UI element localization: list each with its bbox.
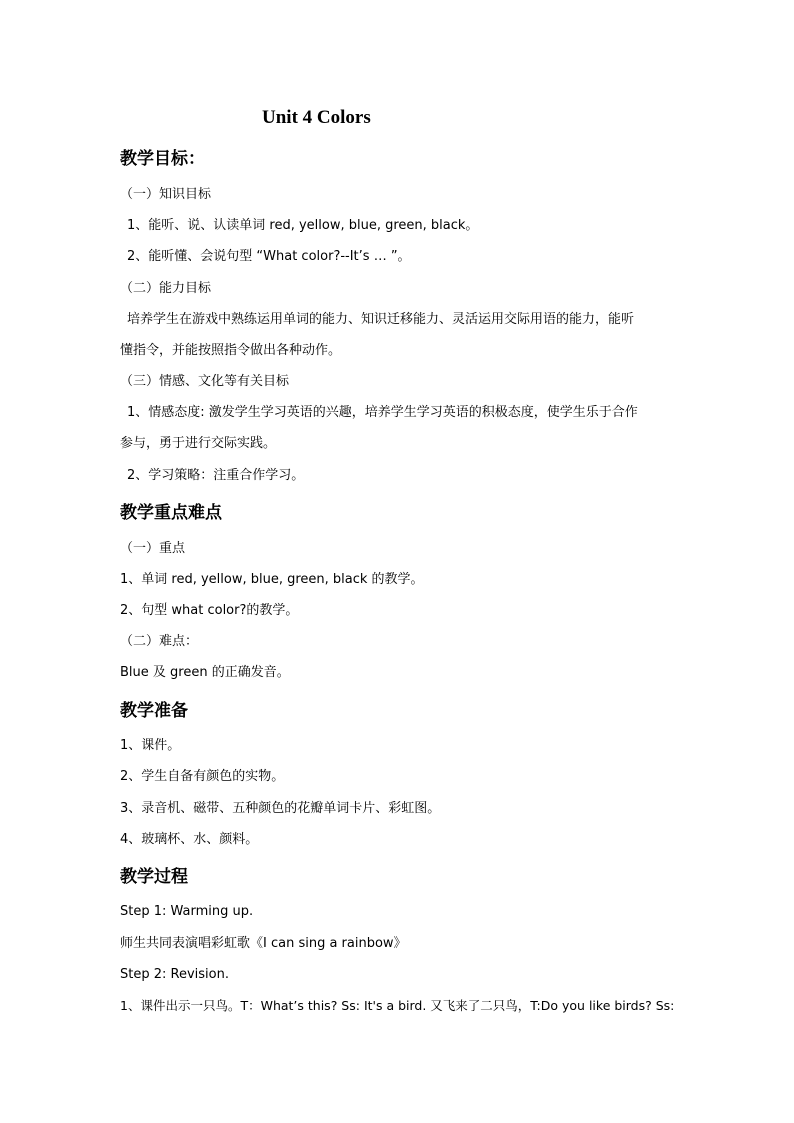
affect-objectives-title: （三）情感、文化等有关目标: [120, 374, 290, 389]
focus-item-2: 2、句型 what color?的教学。: [120, 603, 299, 618]
heading-process: 教学过程: [120, 867, 188, 887]
heading-objectives: 教学目标：: [120, 149, 205, 169]
step-1-title: Step 1: Warming up.: [120, 904, 254, 919]
difficulty-item-1: Blue 及 green 的正确发音。: [120, 665, 290, 680]
preparation-item-1: 1、课件。: [120, 738, 181, 753]
affect-item-1-line-1: 1、情感态度: 激发学生学习英语的兴趣，培养学生学习英语的积极态度，使学生乐于合作: [127, 405, 638, 420]
affect-item-1-line-2: 参与，勇于进行交际实践。: [120, 436, 277, 451]
ability-text-line-2: 懂指令，并能按照指令做出各种动作。: [120, 343, 342, 358]
focus-title: （一）重点: [120, 541, 186, 556]
affect-item-2: 2、学习策略：注重合作学习。: [127, 468, 305, 483]
preparation-item-4: 4、玻璃杯、水、颜料。: [120, 832, 259, 847]
heading-preparation: 教学准备: [120, 701, 188, 721]
step-2-title: Step 2: Revision.: [120, 967, 229, 982]
preparation-item-3: 3、录音机、磁带、五种颜色的花瓣单词卡片、彩虹图。: [120, 801, 441, 816]
heading-keypoints: 教学重点难点: [120, 503, 222, 523]
ability-text-line-1: 培养学生在游戏中熟练运用单词的能力、知识迁移能力、灵活运用交际用语的能力，能听: [127, 312, 635, 327]
document-title: Unit 4 Colors: [262, 107, 371, 128]
knowledge-item-1: 1、能听、说、认读单词 red, yellow, blue, green, black。: [127, 218, 479, 233]
focus-item-1: 1、单词 red, yellow, blue, green, black 的教学。: [120, 572, 424, 587]
step-2-text: 1、课件出示一只鸟。T：What’s this? Ss: It's a bird. 又飞来了二只鸟，T:Do you like birds? Ss:: [120, 998, 675, 1013]
ability-objectives-title: （二）能力目标: [120, 281, 212, 296]
knowledge-objectives-title: （一）知识目标: [120, 187, 212, 202]
difficulty-title: （二）难点：: [120, 634, 199, 649]
preparation-item-2: 2、学生自备有颜色的实物。: [120, 769, 285, 784]
step-1-text: 师生共同表演唱彩虹歌《I can sing a rainbow》: [120, 936, 407, 951]
knowledge-item-2: 2、能听懂、会说句型 “What color?--It’s … ”。: [127, 249, 411, 264]
